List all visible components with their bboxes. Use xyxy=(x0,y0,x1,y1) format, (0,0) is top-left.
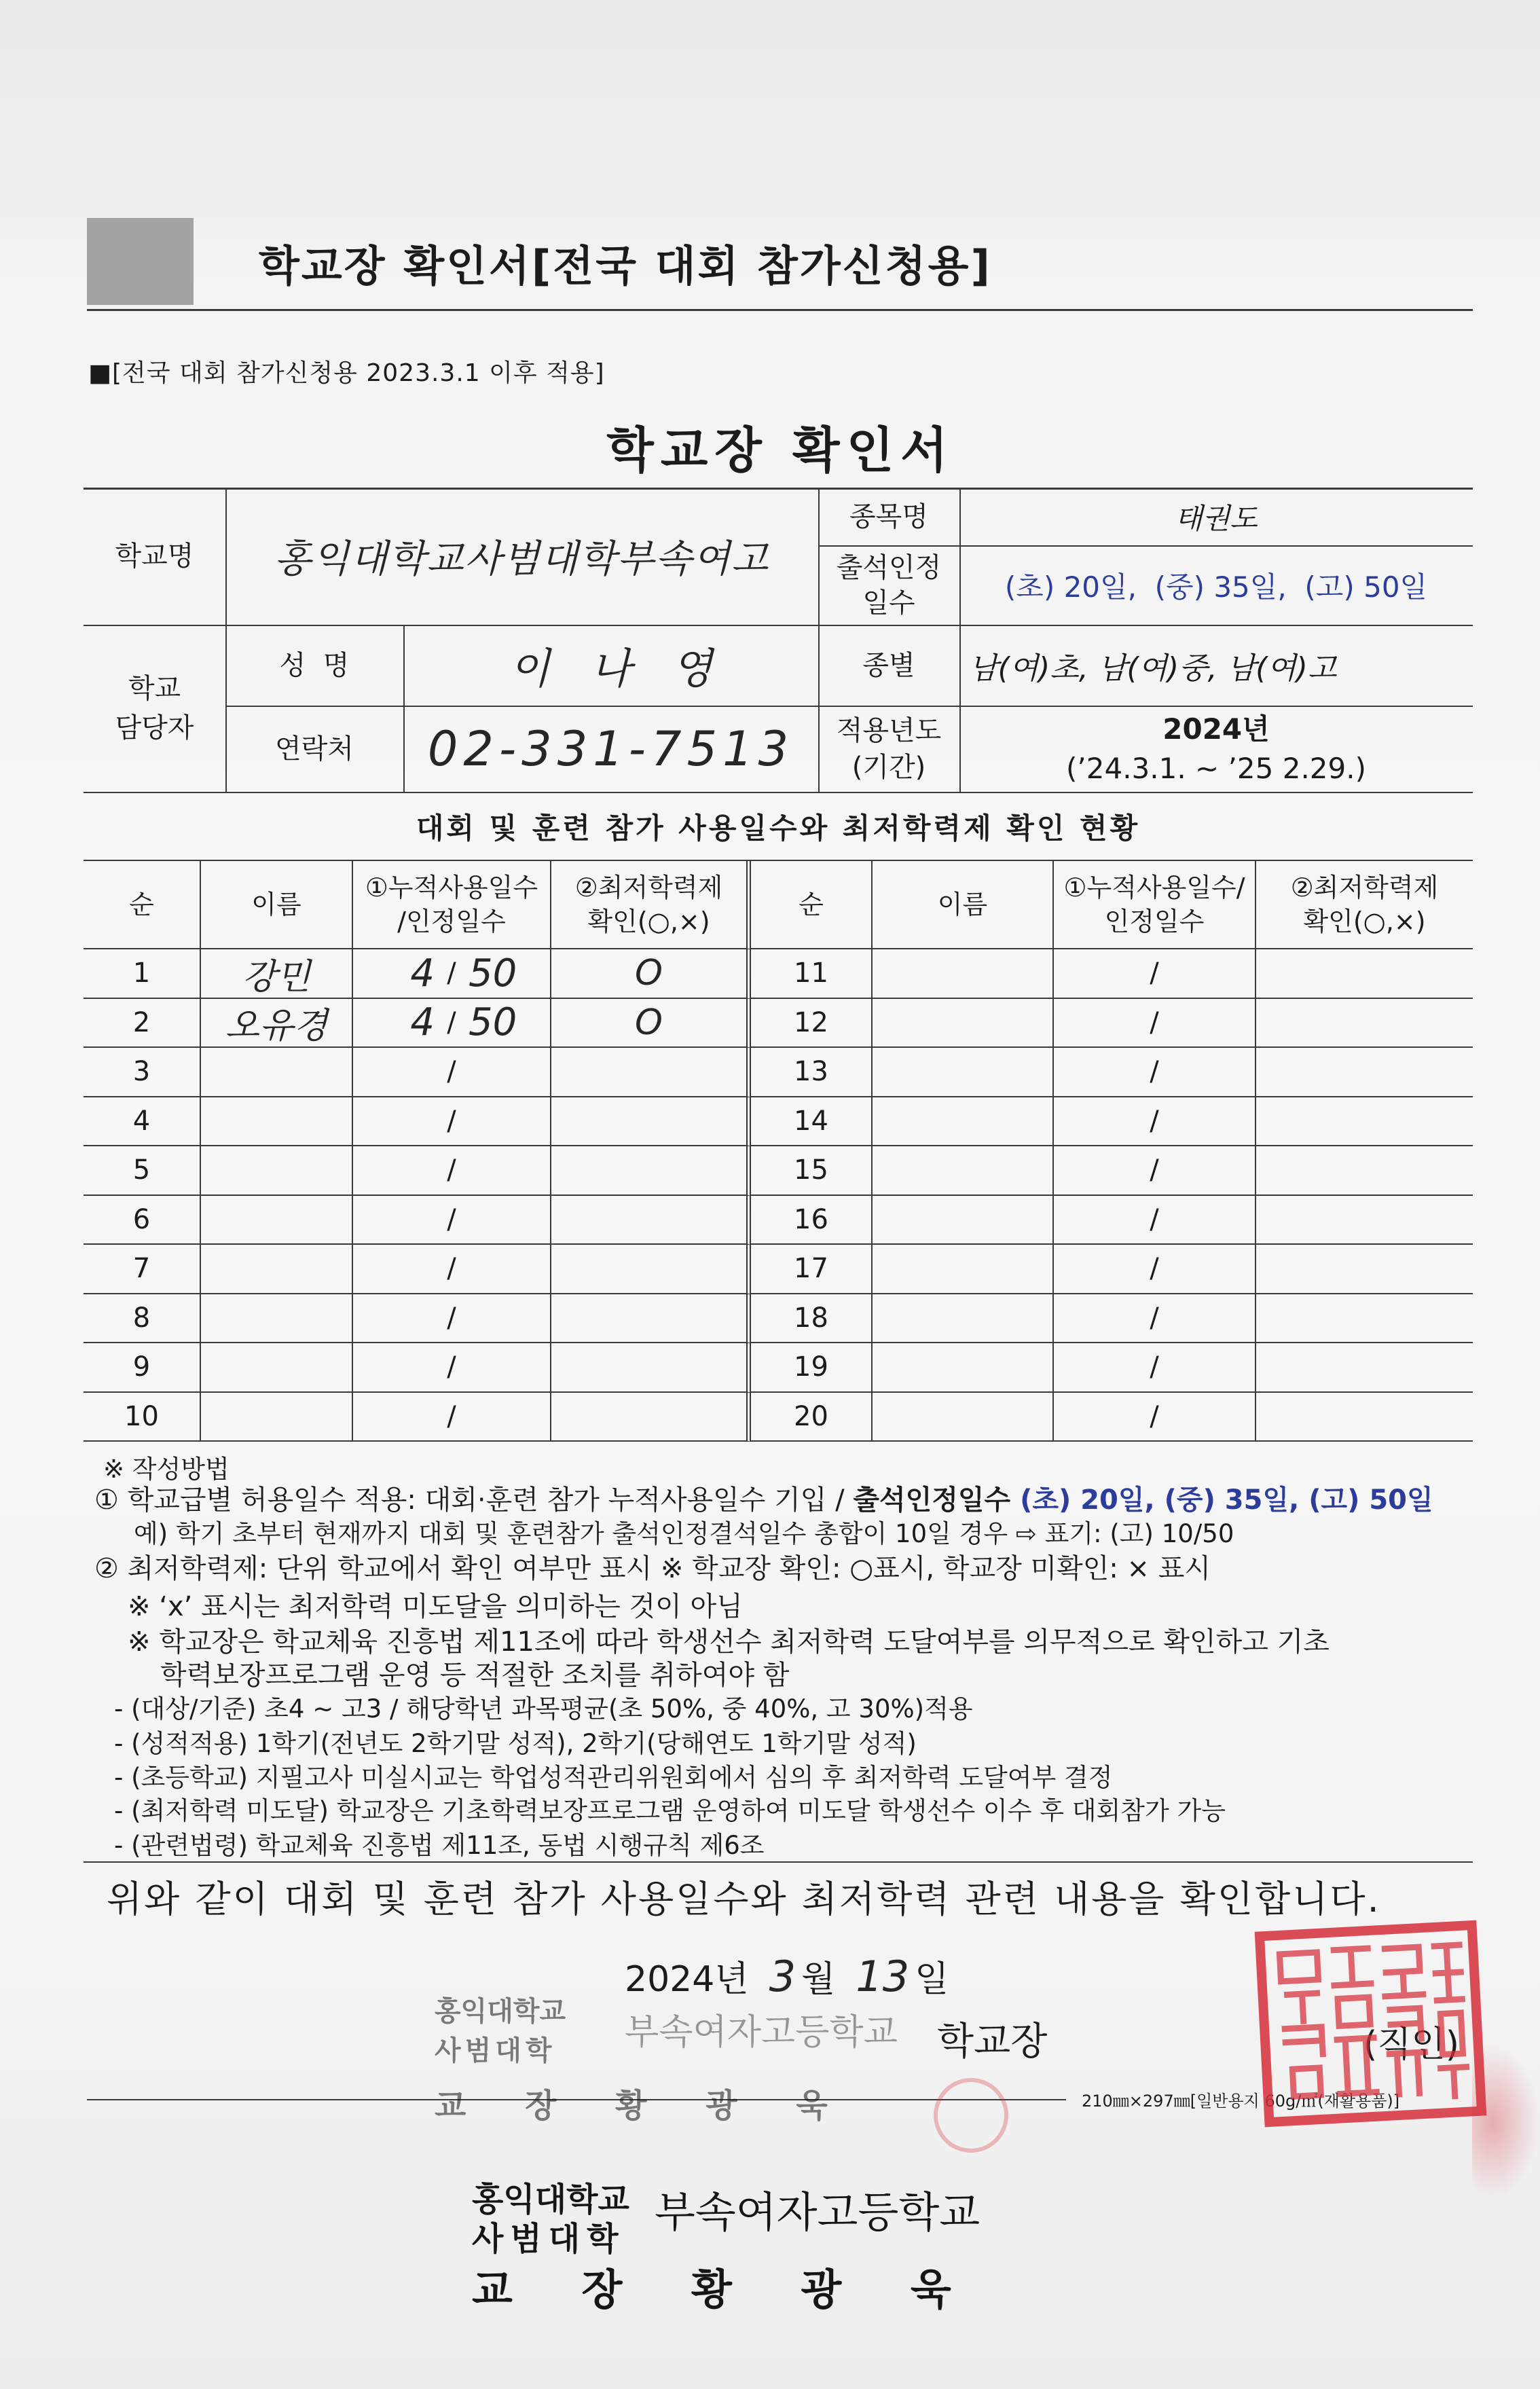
days-cell xyxy=(1054,1097,1256,1147)
faded-personal-seal xyxy=(934,2078,1008,2153)
row-number: 18 xyxy=(751,1294,873,1344)
applicability-notice: ■[전국 대회 참가신청용 2023.3.1 이후 적용] xyxy=(88,359,605,387)
attendance-days-label xyxy=(818,545,959,625)
student-name xyxy=(873,1294,1054,1344)
days-used: 4 xyxy=(410,1000,435,1045)
days-allowed: 50 xyxy=(469,951,517,996)
column-header-check-line1: ②최저학력제 xyxy=(574,873,723,902)
column-header-name-text: 이름 xyxy=(251,890,301,919)
header-rule xyxy=(87,309,1473,311)
min-academic-check xyxy=(1256,1146,1473,1196)
student-name xyxy=(201,1196,353,1245)
column-header-days-line1: ①누적사용일수 xyxy=(365,873,538,902)
student-name xyxy=(201,1146,353,1196)
days-separator: / xyxy=(447,1056,456,1088)
row-number: 1 xyxy=(84,949,201,999)
days-separator: / xyxy=(447,1302,456,1334)
column-header-days-line2: /인정일수 xyxy=(397,907,506,936)
days-separator: / xyxy=(1150,1203,1159,1235)
note-item-1-days: (초) 20일, (중) 35일, (고) 50일 xyxy=(1010,1484,1433,1516)
school-name-value: 홍익대학교사범대학부속여고 xyxy=(274,537,770,581)
days-separator: / xyxy=(447,1006,456,1038)
student-name xyxy=(201,1048,353,1097)
min-academic-check xyxy=(1256,1196,1473,1245)
application-year: 2024년 xyxy=(1162,712,1270,746)
column-header-number xyxy=(84,861,201,949)
row-number: 3 xyxy=(84,1048,201,1097)
student-name xyxy=(201,1343,353,1393)
min-academic-check xyxy=(1256,999,1473,1048)
note-item-2-remark-2: ※ 학교장은 학교체육 진흥법 제11조에 따라 학생선수 최저학력 도달여부를 의무적으로 확인하고 기초 xyxy=(128,1626,1330,1658)
student-name xyxy=(873,999,1054,1048)
student-name xyxy=(873,1048,1054,1097)
days-cell xyxy=(1054,1196,1256,1245)
student-name xyxy=(873,1097,1054,1147)
days-separator: / xyxy=(1150,1105,1159,1137)
days-cell xyxy=(1054,1393,1256,1442)
note-item-1-bold: 출석인정일수 xyxy=(853,1484,1011,1516)
manager-name-value: 이 나 영 xyxy=(509,644,713,693)
student-name xyxy=(873,1146,1054,1196)
row-number: 10 xyxy=(84,1393,201,1442)
note-bullet: - (초등학교) 지필고사 미실시교는 학업성적관리위원회에서 심의 후 최저학력 도달여부 결정 xyxy=(114,1763,1113,1792)
row-number: 9 xyxy=(84,1343,201,1393)
faded-stamp-principal: 교 장 황 광 욱 xyxy=(435,2087,828,2125)
document-header-title: 학교장 확인서[전국 대회 참가신청용] xyxy=(259,240,992,291)
period-label-line1: 적용년도 xyxy=(836,714,942,746)
contact-value: 02-331-7513 xyxy=(427,721,794,777)
days-cell xyxy=(353,1294,551,1344)
min-academic-check xyxy=(551,1146,751,1196)
attendance-days-label-line2: 일수 xyxy=(862,587,915,619)
faded-stamp-college: 사범대학 xyxy=(435,2035,556,2066)
note-bullet: - (최저학력 미도달) 학교장은 기초학력보장프로그램 운영하여 미도달 학생선수 이수 후 대회참가 가능 xyxy=(114,1796,1226,1825)
column-header-name xyxy=(201,861,353,949)
status-table xyxy=(84,860,1473,1440)
note-bullet: - (성적적용) 1학기(전년도 2학기말 성적), 2학기(당해연도 1학기말 성적) xyxy=(114,1729,917,1758)
min-academic-check xyxy=(1256,1048,1473,1097)
days-allowed: 50 xyxy=(469,1000,517,1045)
row-number: 12 xyxy=(751,999,873,1048)
days-separator: / xyxy=(447,958,456,989)
seal-ink-smudge xyxy=(1472,2044,1540,2200)
min-academic-check xyxy=(1256,1343,1473,1393)
category-value: 남(여)초, 남(여)중, 남(여)고 xyxy=(969,651,1337,686)
sport-value: 태권도 xyxy=(1175,501,1258,535)
stamp-school: 부속여자고등학교 xyxy=(655,2187,980,2237)
days-cell xyxy=(1054,1048,1256,1097)
column-header-check-line2: 확인(○,×) xyxy=(1303,907,1426,936)
confirmation-statement: 위와 같이 대회 및 훈련 참가 사용일수와 최저학력 관련 내용을 확인합니다. xyxy=(107,1878,1381,1920)
row-number: 14 xyxy=(751,1097,873,1147)
column-header-check-line2: 확인(○,×) xyxy=(587,907,710,936)
min-academic-check xyxy=(1256,1097,1473,1147)
header-gray-block xyxy=(87,218,194,305)
note-item-1 xyxy=(94,1484,1433,1516)
column-header-days xyxy=(353,861,551,949)
period-label-line2: (기간) xyxy=(851,751,926,783)
days-separator: / xyxy=(447,1203,456,1235)
days-separator: / xyxy=(447,1154,456,1186)
date-month-unit: 월 xyxy=(801,1959,836,2000)
days-separator: / xyxy=(1150,1400,1159,1432)
days-used: 4 xyxy=(410,951,435,996)
date-year: 2024년 xyxy=(625,1959,749,2000)
row-number: 17 xyxy=(751,1245,873,1294)
min-academic-check: O xyxy=(551,999,751,1048)
days-cell xyxy=(353,1196,551,1245)
official-red-seal xyxy=(1251,1916,1490,2130)
note-item-1-example: 예) 학기 초부터 현재까지 대회 및 훈련참가 출석인정결석일수 총합이 10일 경우 ⇨ 표기: (고) 10/50 xyxy=(134,1519,1234,1548)
note-item-2-remark-2-cont: 학력보장프로그램 운영 등 적절한 조치를 취하여야 함 xyxy=(160,1660,790,1691)
faded-stamp-school: 부속여자고등학교 xyxy=(625,2012,898,2053)
days-separator: / xyxy=(447,1351,456,1383)
note-item-1-text: ① 학교급별 허용일수 적용: 대회·훈련 참가 누적사용일수 기입 / xyxy=(94,1484,854,1516)
column-header-check xyxy=(1256,861,1473,949)
min-academic-check xyxy=(551,1196,751,1245)
category-label: 종별 xyxy=(862,649,915,681)
days-cell xyxy=(1054,1245,1256,1294)
days-separator: / xyxy=(447,1253,456,1285)
column-header-name xyxy=(873,861,1054,949)
attendance-days-value: (초) 20일, (중) 35일, (고) 50일 xyxy=(1004,570,1428,604)
note-bullet: - (대상/기준) 초4 ~ 고3 / 해당학년 과목평균(초 50%, 중 40%, 고 30%)적용 xyxy=(114,1694,973,1724)
school-name-label: 학교명 xyxy=(115,541,194,572)
min-academic-check xyxy=(551,1343,751,1393)
min-academic-check xyxy=(551,1097,751,1147)
student-name: 강민 xyxy=(201,949,353,999)
row-number: 11 xyxy=(751,949,873,999)
days-separator: / xyxy=(1150,1154,1159,1186)
row-number: 6 xyxy=(84,1196,201,1245)
min-academic-check xyxy=(551,1245,751,1294)
column-header-days-line1: ①누적사용일수/ xyxy=(1063,873,1245,902)
column-header-days xyxy=(1054,861,1256,949)
days-cell xyxy=(353,1245,551,1294)
days-cell xyxy=(1054,999,1256,1048)
row-number: 7 xyxy=(84,1245,201,1294)
row-number: 4 xyxy=(84,1097,201,1147)
notes-bottom-rule xyxy=(84,1861,1473,1863)
min-academic-check: O xyxy=(551,949,751,999)
student-name xyxy=(873,1196,1054,1245)
row-number: 8 xyxy=(84,1294,201,1344)
days-cell xyxy=(353,1146,551,1196)
min-academic-check xyxy=(1256,949,1473,999)
period-label xyxy=(818,706,959,792)
min-academic-check xyxy=(551,1048,751,1097)
manager-name-label: 성 명 xyxy=(279,649,350,681)
date-day: 13 xyxy=(856,1952,910,2001)
row-number: 19 xyxy=(751,1343,873,1393)
min-academic-check xyxy=(551,1294,751,1344)
status-section-title: 대회 및 훈련 참가 사용일수와 최저학력제 확인 현황 xyxy=(416,811,1141,845)
paper-spec: 210㎜×297㎜[일반용지 60g/㎡(재활용품)] xyxy=(1082,2092,1400,2111)
student-name xyxy=(201,1245,353,1294)
row-number: 2 xyxy=(84,999,201,1048)
stamp-principal: 교 장 황 광 욱 xyxy=(472,2265,951,2314)
row-number: 13 xyxy=(751,1048,873,1097)
days-cell xyxy=(353,949,551,999)
days-cell xyxy=(353,999,551,1048)
date-month: 3 xyxy=(769,1952,796,2001)
days-cell xyxy=(1054,949,1256,999)
column-header-number xyxy=(751,861,873,949)
note-bullet: - (관련법령) 학교체육 진흥법 제11조, 동법 시행규칙 제6조 xyxy=(114,1831,765,1860)
faded-stamp-university: 홍익대학교 xyxy=(435,1996,566,2027)
column-header-days-line2: 인정일수 xyxy=(1104,907,1205,936)
period-value xyxy=(959,706,1473,792)
stamp-university: 홍익대학교 xyxy=(472,2181,629,2219)
attendance-days-label-line1: 출석인정 xyxy=(836,551,942,583)
days-separator: / xyxy=(1150,1351,1159,1383)
min-academic-check xyxy=(1256,1245,1473,1294)
min-academic-check xyxy=(551,1393,751,1442)
days-cell xyxy=(1054,1343,1256,1393)
student-name xyxy=(201,1097,353,1147)
days-separator: / xyxy=(1150,958,1159,989)
manager-label-line1: 학교 xyxy=(128,673,181,704)
official-seal-label: (직인) xyxy=(1363,2024,1460,2065)
sport-label: 종목명 xyxy=(849,500,928,532)
application-period: (’24.3.1. ~ ’25 2.29.) xyxy=(1066,751,1366,785)
days-cell xyxy=(353,1048,551,1097)
student-name xyxy=(201,1294,353,1344)
row-number: 20 xyxy=(751,1393,873,1442)
column-header-number-text: 순 xyxy=(129,890,154,919)
days-cell xyxy=(353,1097,551,1147)
row-number: 16 xyxy=(751,1196,873,1245)
student-name xyxy=(201,1393,353,1442)
min-academic-check xyxy=(1256,1294,1473,1344)
date-day-unit: 일 xyxy=(915,1959,949,2000)
note-item-2-remark-1: ※ ‘x’ 표시는 최저학력 미도달을 의미하는 것이 아님 xyxy=(128,1591,743,1622)
row-number: 15 xyxy=(751,1146,873,1196)
student-name xyxy=(873,1343,1054,1393)
principal-label: 학교장 xyxy=(937,2020,1048,2064)
days-separator: / xyxy=(1150,1253,1159,1285)
days-separator: / xyxy=(447,1400,456,1432)
days-separator: / xyxy=(1150,1006,1159,1038)
student-name xyxy=(873,949,1054,999)
stamp-college: 사범대학 xyxy=(472,2220,625,2258)
days-separator: / xyxy=(447,1105,456,1137)
column-header-check xyxy=(551,861,751,949)
column-header-check-line1: ②최저학력제 xyxy=(1290,873,1439,902)
student-name xyxy=(873,1393,1054,1442)
notes-heading: ※ 작성방법 xyxy=(103,1455,230,1484)
min-academic-check xyxy=(1256,1393,1473,1442)
days-separator: / xyxy=(1150,1302,1159,1334)
days-cell xyxy=(1054,1146,1256,1196)
student-name xyxy=(873,1245,1054,1294)
manager-label-line2: 담당자 xyxy=(115,712,194,744)
note-item-2: ② 최저학력제: 단위 학교에서 확인 여부만 표시 ※ 학교장 확인: ○표시, 학교장 미확인: × 표시 xyxy=(94,1553,1211,1584)
confirmation-date xyxy=(625,1950,949,2001)
days-cell xyxy=(353,1343,551,1393)
row-number: 5 xyxy=(84,1146,201,1196)
days-separator: / xyxy=(1150,1056,1159,1088)
column-header-name-text: 이름 xyxy=(937,890,988,919)
column-header-number-text: 순 xyxy=(799,890,824,919)
days-cell xyxy=(353,1393,551,1442)
manager-label xyxy=(84,625,225,792)
student-name: 오유경 xyxy=(201,999,353,1048)
form-title: 학교장 확인서 xyxy=(606,422,955,479)
days-cell xyxy=(1054,1294,1256,1344)
contact-label: 연락처 xyxy=(275,733,354,765)
